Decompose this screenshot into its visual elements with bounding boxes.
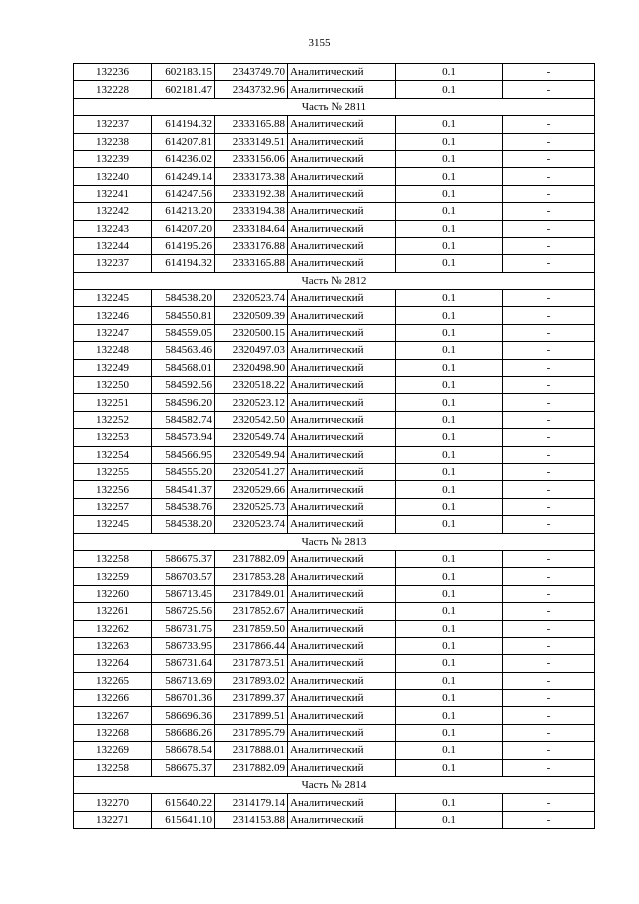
x-coordinate-cell: 584582.74 [152,411,215,428]
accuracy-cell: 0.1 [396,481,503,498]
y-coordinate-cell: 2333173.38 [215,168,288,185]
accuracy-cell: 0.1 [396,237,503,254]
y-coordinate-cell: 2320541.27 [215,463,288,480]
note-cell: - [503,794,595,811]
method-cell: Аналитический [288,290,396,307]
x-coordinate-cell: 586701.36 [152,690,215,707]
point-number-cell: 132249 [74,359,152,376]
accuracy-cell: 0.1 [396,411,503,428]
section-title: Часть № 2811 [74,98,595,115]
accuracy-cell: 0.1 [396,377,503,394]
x-coordinate-cell: 615640.22 [152,794,215,811]
note-cell: - [503,307,595,324]
point-number-cell: 132238 [74,133,152,150]
section-title: Часть № 2813 [74,533,595,550]
x-coordinate-cell: 602181.47 [152,81,215,98]
accuracy-cell: 0.1 [396,498,503,515]
x-coordinate-cell: 586675.37 [152,759,215,776]
x-coordinate-cell: 586731.64 [152,655,215,672]
x-coordinate-cell: 614247.56 [152,185,215,202]
x-coordinate-cell: 586678.54 [152,742,215,759]
method-cell: Аналитический [288,168,396,185]
y-coordinate-cell: 2320509.39 [215,307,288,324]
point-number-cell: 132228 [74,81,152,98]
note-cell: - [503,64,595,81]
accuracy-cell: 0.1 [396,463,503,480]
coordinates-table-body [74,64,595,829]
y-coordinate-cell: 2317888.01 [215,742,288,759]
table-row [74,637,595,654]
note-cell: - [503,446,595,463]
method-cell: Аналитический [288,568,396,585]
y-coordinate-cell: 2317899.37 [215,690,288,707]
accuracy-cell: 0.1 [396,116,503,133]
note-cell: - [503,603,595,620]
point-number-cell: 132260 [74,585,152,602]
table-row [74,481,595,498]
table-row [74,394,595,411]
point-number-cell: 132247 [74,324,152,341]
note-cell: - [503,690,595,707]
y-coordinate-cell: 2343749.70 [215,64,288,81]
y-coordinate-cell: 2320542.50 [215,411,288,428]
method-cell: Аналитический [288,411,396,428]
note-cell: - [503,168,595,185]
method-cell: Аналитический [288,585,396,602]
method-cell: Аналитический [288,707,396,724]
y-coordinate-cell: 2320500.15 [215,324,288,341]
method-cell: Аналитический [288,498,396,515]
note-cell: - [503,203,595,220]
x-coordinate-cell: 586725.56 [152,603,215,620]
note-cell: - [503,498,595,515]
method-cell: Аналитический [288,255,396,272]
method-cell: Аналитический [288,603,396,620]
note-cell: - [503,342,595,359]
method-cell: Аналитический [288,446,396,463]
table-row [74,603,595,620]
accuracy-cell: 0.1 [396,359,503,376]
y-coordinate-cell: 2320529.66 [215,481,288,498]
note-cell: - [503,463,595,480]
method-cell: Аналитический [288,655,396,672]
y-coordinate-cell: 2320549.74 [215,429,288,446]
point-number-cell: 132264 [74,655,152,672]
table-row [74,463,595,480]
section-header-row [74,98,595,115]
accuracy-cell: 0.1 [396,290,503,307]
method-cell: Аналитический [288,620,396,637]
table-row [74,707,595,724]
method-cell: Аналитический [288,811,396,828]
accuracy-cell: 0.1 [396,707,503,724]
point-number-cell: 132261 [74,603,152,620]
method-cell: Аналитический [288,116,396,133]
note-cell: - [503,759,595,776]
accuracy-cell: 0.1 [396,133,503,150]
x-coordinate-cell: 584573.94 [152,429,215,446]
x-coordinate-cell: 584550.81 [152,307,215,324]
accuracy-cell: 0.1 [396,672,503,689]
note-cell: - [503,707,595,724]
method-cell: Аналитический [288,307,396,324]
table-row [74,411,595,428]
point-number-cell: 132263 [74,637,152,654]
y-coordinate-cell: 2314179.14 [215,794,288,811]
point-number-cell: 132262 [74,620,152,637]
method-cell: Аналитический [288,237,396,254]
accuracy-cell: 0.1 [396,811,503,828]
y-coordinate-cell: 2320549.94 [215,446,288,463]
accuracy-cell: 0.1 [396,568,503,585]
note-cell: - [503,481,595,498]
note-cell: - [503,655,595,672]
point-number-cell: 132243 [74,220,152,237]
method-cell: Аналитический [288,324,396,341]
note-cell: - [503,672,595,689]
x-coordinate-cell: 614194.32 [152,116,215,133]
note-cell: - [503,133,595,150]
point-number-cell: 132254 [74,446,152,463]
note-cell: - [503,637,595,654]
table-row [74,324,595,341]
point-number-cell: 132237 [74,116,152,133]
table-row [74,568,595,585]
y-coordinate-cell: 2333192.38 [215,185,288,202]
x-coordinate-cell: 584538.76 [152,498,215,515]
note-cell: - [503,620,595,637]
method-cell: Аналитический [288,759,396,776]
x-coordinate-cell: 584592.56 [152,377,215,394]
table-row [74,429,595,446]
point-number-cell: 132241 [74,185,152,202]
table-row [74,446,595,463]
point-number-cell: 132255 [74,463,152,480]
y-coordinate-cell: 2317849.01 [215,585,288,602]
accuracy-cell: 0.1 [396,637,503,654]
point-number-cell: 132237 [74,255,152,272]
accuracy-cell: 0.1 [396,394,503,411]
section-title: Часть № 2814 [74,777,595,794]
method-cell: Аналитический [288,690,396,707]
note-cell: - [503,585,595,602]
section-title: Часть № 2812 [74,272,595,289]
x-coordinate-cell: 584538.20 [152,290,215,307]
x-coordinate-cell: 586675.37 [152,550,215,567]
method-cell: Аналитический [288,672,396,689]
method-cell: Аналитический [288,220,396,237]
y-coordinate-cell: 2317882.09 [215,759,288,776]
y-coordinate-cell: 2314153.88 [215,811,288,828]
accuracy-cell: 0.1 [396,324,503,341]
point-number-cell: 132270 [74,794,152,811]
table-row [74,585,595,602]
method-cell: Аналитический [288,81,396,98]
method-cell: Аналитический [288,637,396,654]
y-coordinate-cell: 2317853.28 [215,568,288,585]
y-coordinate-cell: 2320523.74 [215,516,288,533]
point-number-cell: 132245 [74,290,152,307]
accuracy-cell: 0.1 [396,516,503,533]
point-number-cell: 132248 [74,342,152,359]
table-row [74,307,595,324]
point-number-cell: 132265 [74,672,152,689]
method-cell: Аналитический [288,481,396,498]
y-coordinate-cell: 2333165.88 [215,255,288,272]
point-number-cell: 132251 [74,394,152,411]
note-cell: - [503,411,595,428]
method-cell: Аналитический [288,742,396,759]
y-coordinate-cell: 2317873.51 [215,655,288,672]
accuracy-cell: 0.1 [396,585,503,602]
accuracy-cell: 0.1 [396,168,503,185]
note-cell: - [503,394,595,411]
note-cell: - [503,237,595,254]
table-row [74,550,595,567]
table-row [74,811,595,828]
y-coordinate-cell: 2333165.88 [215,116,288,133]
y-coordinate-cell: 2317893.02 [215,672,288,689]
point-number-cell: 132257 [74,498,152,515]
method-cell: Аналитический [288,359,396,376]
x-coordinate-cell: 614195.26 [152,237,215,254]
note-cell: - [503,568,595,585]
note-cell: - [503,550,595,567]
table-row [74,516,595,533]
x-coordinate-cell: 584566.95 [152,446,215,463]
section-header-row [74,272,595,289]
x-coordinate-cell: 584563.46 [152,342,215,359]
point-number-cell: 132236 [74,64,152,81]
accuracy-cell: 0.1 [396,150,503,167]
table-row [74,116,595,133]
note-cell: - [503,150,595,167]
point-number-cell: 132250 [74,377,152,394]
x-coordinate-cell: 586686.26 [152,724,215,741]
method-cell: Аналитический [288,463,396,480]
point-number-cell: 132258 [74,759,152,776]
note-cell: - [503,324,595,341]
accuracy-cell: 0.1 [396,81,503,98]
page-number: 3155 [308,37,331,49]
x-coordinate-cell: 586733.95 [152,637,215,654]
accuracy-cell: 0.1 [396,759,503,776]
point-number-cell: 132239 [74,150,152,167]
y-coordinate-cell: 2333149.51 [215,133,288,150]
method-cell: Аналитический [288,550,396,567]
point-number-cell: 132242 [74,203,152,220]
y-coordinate-cell: 2333156.06 [215,150,288,167]
y-coordinate-cell: 2320525.73 [215,498,288,515]
y-coordinate-cell: 2317852.67 [215,603,288,620]
point-number-cell: 132271 [74,811,152,828]
note-cell: - [503,724,595,741]
method-cell: Аналитический [288,794,396,811]
table-row [74,620,595,637]
point-number-cell: 132266 [74,690,152,707]
point-number-cell: 132259 [74,568,152,585]
note-cell: - [503,290,595,307]
y-coordinate-cell: 2317899.51 [215,707,288,724]
x-coordinate-cell: 586713.69 [152,672,215,689]
accuracy-cell: 0.1 [396,203,503,220]
method-cell: Аналитический [288,342,396,359]
method-cell: Аналитический [288,64,396,81]
x-coordinate-cell: 614194.32 [152,255,215,272]
point-number-cell: 132253 [74,429,152,446]
point-number-cell: 132268 [74,724,152,741]
table-row [74,690,595,707]
method-cell: Аналитический [288,516,396,533]
x-coordinate-cell: 586713.45 [152,585,215,602]
y-coordinate-cell: 2317895.79 [215,724,288,741]
accuracy-cell: 0.1 [396,603,503,620]
note-cell: - [503,377,595,394]
x-coordinate-cell: 584541.37 [152,481,215,498]
y-coordinate-cell: 2317866.44 [215,637,288,654]
table-row [74,203,595,220]
table-row [74,185,595,202]
accuracy-cell: 0.1 [396,620,503,637]
x-coordinate-cell: 615641.10 [152,811,215,828]
point-number-cell: 132252 [74,411,152,428]
y-coordinate-cell: 2333194.38 [215,203,288,220]
accuracy-cell: 0.1 [396,446,503,463]
x-coordinate-cell: 586731.75 [152,620,215,637]
accuracy-cell: 0.1 [396,307,503,324]
table-row [74,794,595,811]
y-coordinate-cell: 2317882.09 [215,550,288,567]
x-coordinate-cell: 584559.05 [152,324,215,341]
table-row [74,168,595,185]
accuracy-cell: 0.1 [396,342,503,359]
y-coordinate-cell: 2343732.96 [215,81,288,98]
x-coordinate-cell: 586696.36 [152,707,215,724]
point-number-cell: 132256 [74,481,152,498]
table-row [74,672,595,689]
note-cell: - [503,116,595,133]
table-row [74,498,595,515]
y-coordinate-cell: 2320523.74 [215,290,288,307]
accuracy-cell: 0.1 [396,185,503,202]
point-number-cell: 132269 [74,742,152,759]
point-number-cell: 132258 [74,550,152,567]
table-row [74,342,595,359]
note-cell: - [503,742,595,759]
point-number-cell: 132240 [74,168,152,185]
point-number-cell: 132244 [74,237,152,254]
method-cell: Аналитический [288,185,396,202]
x-coordinate-cell: 614249.14 [152,168,215,185]
x-coordinate-cell: 602183.15 [152,64,215,81]
method-cell: Аналитический [288,394,396,411]
table-row [74,64,595,81]
table-row [74,759,595,776]
note-cell: - [503,811,595,828]
method-cell: Аналитический [288,377,396,394]
x-coordinate-cell: 586703.57 [152,568,215,585]
accuracy-cell: 0.1 [396,550,503,567]
table-row [74,290,595,307]
table-row [74,359,595,376]
accuracy-cell: 0.1 [396,794,503,811]
table-row [74,81,595,98]
note-cell: - [503,429,595,446]
x-coordinate-cell: 584555.20 [152,463,215,480]
method-cell: Аналитический [288,429,396,446]
x-coordinate-cell: 584568.01 [152,359,215,376]
table-row [74,742,595,759]
note-cell: - [503,185,595,202]
note-cell: - [503,255,595,272]
y-coordinate-cell: 2320518.22 [215,377,288,394]
section-header-row [74,777,595,794]
table-row [74,377,595,394]
method-cell: Аналитический [288,133,396,150]
accuracy-cell: 0.1 [396,724,503,741]
table-row [74,724,595,741]
y-coordinate-cell: 2320498.90 [215,359,288,376]
table-row [74,150,595,167]
x-coordinate-cell: 614236.02 [152,150,215,167]
table-row [74,255,595,272]
table-row [74,655,595,672]
section-header-row [74,533,595,550]
x-coordinate-cell: 584596.20 [152,394,215,411]
table-row [74,220,595,237]
note-cell: - [503,516,595,533]
x-coordinate-cell: 584538.20 [152,516,215,533]
method-cell: Аналитический [288,724,396,741]
point-number-cell: 132267 [74,707,152,724]
accuracy-cell: 0.1 [396,742,503,759]
table-row [74,237,595,254]
method-cell: Аналитический [288,203,396,220]
accuracy-cell: 0.1 [396,64,503,81]
point-number-cell: 132245 [74,516,152,533]
note-cell: - [503,220,595,237]
y-coordinate-cell: 2320497.03 [215,342,288,359]
y-coordinate-cell: 2320523.12 [215,394,288,411]
note-cell: - [503,359,595,376]
accuracy-cell: 0.1 [396,255,503,272]
coordinates-table [73,63,595,829]
table-row [74,133,595,150]
accuracy-cell: 0.1 [396,690,503,707]
y-coordinate-cell: 2317859.50 [215,620,288,637]
accuracy-cell: 0.1 [396,220,503,237]
point-number-cell: 132246 [74,307,152,324]
note-cell: - [503,81,595,98]
y-coordinate-cell: 2333184.64 [215,220,288,237]
method-cell: Аналитический [288,150,396,167]
accuracy-cell: 0.1 [396,429,503,446]
accuracy-cell: 0.1 [396,655,503,672]
x-coordinate-cell: 614207.81 [152,133,215,150]
y-coordinate-cell: 2333176.88 [215,237,288,254]
x-coordinate-cell: 614213.20 [152,203,215,220]
x-coordinate-cell: 614207.20 [152,220,215,237]
